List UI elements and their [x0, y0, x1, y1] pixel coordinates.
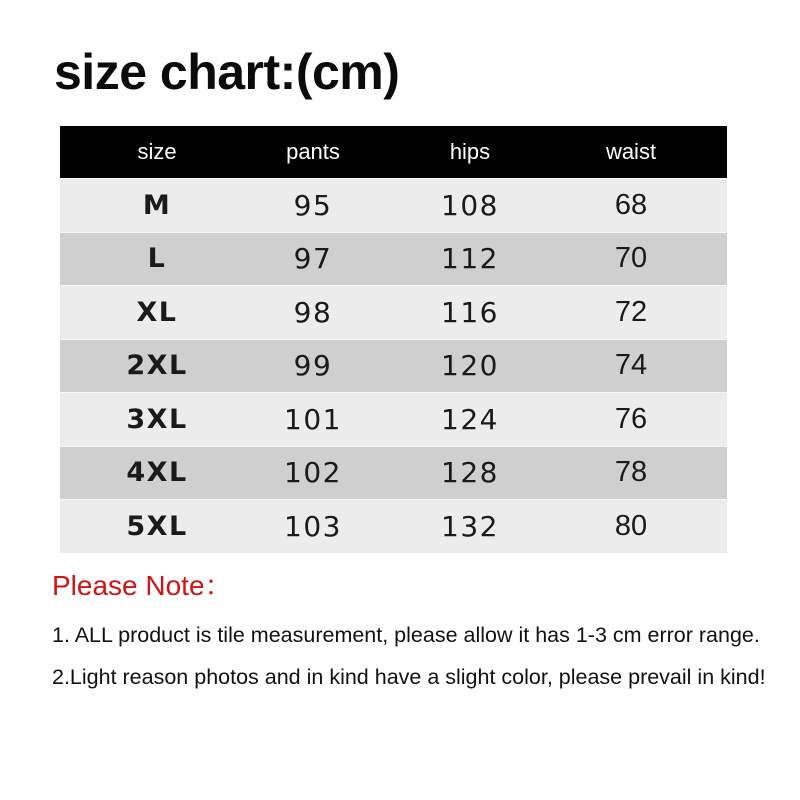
pants-cell: 99: [293, 349, 333, 383]
size-cell: XL: [136, 296, 178, 328]
hips-cell: 124: [441, 402, 499, 436]
table-row: [60, 499, 727, 553]
waist-cell: 72: [614, 295, 648, 328]
hips-cell: 112: [441, 242, 499, 276]
column-header-hips: hips: [449, 139, 491, 164]
table-row: [60, 178, 727, 232]
size-cell: L: [147, 243, 167, 275]
hips-cell: 108: [441, 188, 499, 222]
pants-cell: 103: [284, 509, 342, 543]
hips-cell: 116: [441, 295, 499, 329]
hips-cell: 128: [441, 456, 499, 490]
pants-cell: 102: [284, 456, 342, 490]
column-header-pants: pants: [286, 139, 340, 164]
size-chart-table: [60, 126, 727, 553]
waist-cell: 74: [614, 349, 648, 382]
note-heading: Please Note：: [52, 570, 233, 601]
table-row: [60, 232, 727, 286]
hips-cell: 132: [441, 509, 499, 543]
column-header-size: size: [137, 139, 177, 164]
table-row: [60, 339, 727, 393]
size-cell: 5XL: [126, 510, 188, 542]
size-cell: M: [142, 189, 172, 221]
table-row: [60, 446, 727, 500]
pants-cell: 95: [293, 188, 333, 222]
table-row: [60, 392, 727, 446]
note-list: [52, 614, 782, 698]
note-item: 2.Light reason photos and in kind have a slight color, please prevail in kind!: [52, 665, 766, 689]
table-row: [60, 285, 727, 339]
hips-cell: 120: [441, 349, 499, 383]
waist-cell: 78: [614, 456, 648, 489]
waist-cell: 80: [614, 509, 648, 542]
waist-cell: 70: [614, 242, 648, 275]
column-header-waist: waist: [605, 139, 657, 164]
size-cell: 4XL: [126, 457, 188, 489]
note-item: 1. ALL product is tile measurement, please allow it has 1-3 cm error range.: [52, 623, 760, 647]
size-cell: 2XL: [126, 350, 188, 382]
size-cell: 3XL: [126, 403, 188, 435]
pants-cell: 98: [293, 295, 333, 329]
pants-cell: 97: [293, 242, 333, 276]
table-header-row: [60, 126, 727, 178]
page-title: size chart:(cm): [54, 44, 400, 100]
waist-cell: 76: [614, 402, 648, 435]
pants-cell: 101: [284, 402, 342, 436]
waist-cell: 68: [614, 188, 648, 221]
